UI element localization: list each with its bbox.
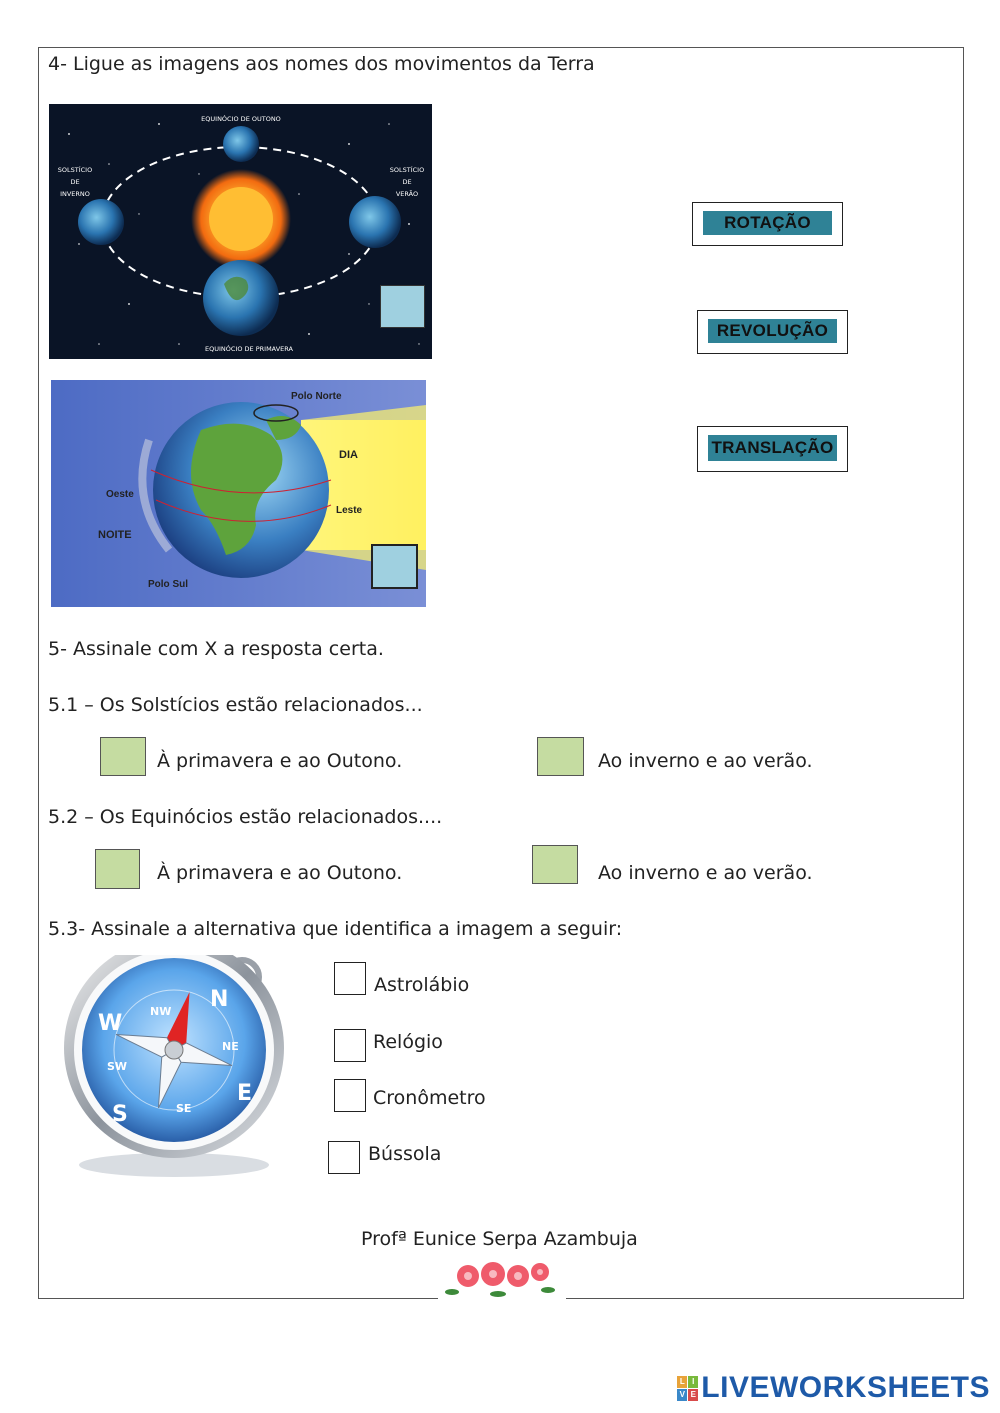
seasons-orbit-image [49,104,432,359]
solstice-winter-label-1: SOLSTÍCIO [57,166,93,174]
label-rotacao[interactable] [692,202,843,246]
q4-title: 4- Ligue as imagens aos nomes dos movimentos da Terra [48,53,595,75]
q53-checkbox-bussola[interactable] [328,1141,360,1174]
flower-decoration [438,1254,566,1302]
compass-s-label: S [112,1102,128,1127]
label-revolucao[interactable] [697,310,848,354]
compass-w-label: W [98,1011,123,1036]
q51-answer-box-b[interactable] [537,737,584,776]
q52-answer-box-b[interactable] [532,845,578,884]
label-revolucao-text: REVOLUÇÃO [708,319,837,343]
compass-sw-label: SW [107,1060,128,1073]
east-label: Leste [336,505,363,516]
day-label: DIA [339,449,358,461]
solstice-winter-label-2: DE [70,178,80,186]
q52-option-b: Ao inverno e ao verão. [598,862,813,884]
label-rotacao-text: ROTAÇÃO [703,211,832,235]
q51-text: 5.1 – Os Solstícios estão relacionados... [48,694,423,716]
q51-option-b: Ao inverno e ao verão. [598,750,813,772]
label-translacao-text: TRANSLAÇÃO [708,435,837,461]
q53-checkbox-relogio[interactable] [334,1029,366,1062]
earth-rotation-image [51,380,426,607]
solstice-summer-label-1: SOLSTÍCIO [389,166,425,174]
q53-checkbox-cronometro[interactable] [334,1079,366,1112]
solstice-summer-label-3: VERÃO [395,190,419,198]
q51-option-a: À primavera e ao Outono. [157,750,403,772]
equinox-autumn-label: EQUINÓCIO DE OUTONO [201,115,281,123]
logo-letter-i: I [688,1376,698,1388]
q52-answer-box-a[interactable] [95,849,140,889]
compass-ne-label: NE [222,1040,239,1053]
q53-option-bussola: Bússola [368,1143,442,1165]
logo-letter-v: V [677,1389,687,1401]
q52-option-a: À primavera e ao Outono. [157,862,403,884]
q53-text: 5.3- Assinale a alternativa que identifica a imagem a seguir: [48,918,623,940]
compass-nw-label: NW [150,1005,172,1018]
night-label: NOITE [98,529,132,541]
liveworksheets-brand [677,1371,990,1405]
logo-letter-l: L [677,1376,687,1388]
compass-e-label: E [237,1081,253,1106]
solstice-winter-label-3: INVERNO [60,190,90,198]
q53-option-cronometro: Cronômetro [373,1087,486,1109]
west-label: Oeste [106,489,134,500]
q51-answer-box-a[interactable] [100,737,146,776]
solstice-summer-label-2: DE [402,178,412,186]
q5-title: 5- Assinale com X a resposta certa. [48,638,384,660]
compass-n-label: N [210,987,229,1012]
logo-letter-e: E [688,1389,698,1401]
drop-target-orbit[interactable] [380,285,425,328]
label-translacao[interactable] [697,426,848,472]
drop-target-rotation[interactable] [371,544,418,589]
q53-option-astrolabio: Astrolábio [374,974,470,996]
equinox-spring-label: EQUINÓCIO DE PRIMAVERA [205,345,293,353]
compass-se-label: SE [176,1102,192,1115]
q53-option-relogio: Relógio [373,1031,443,1053]
liveworksheets-logo-icon [677,1376,698,1401]
north-pole-label: Polo Norte [291,391,342,402]
compass-image [42,955,304,1187]
q52-text: 5.2 – Os Equinócios estão relacionados.... [48,806,443,828]
author-credit: Profª Eunice Serpa Azambuja [361,1228,638,1250]
liveworksheets-brand-name: LIVEWORKSHEETS [701,1371,990,1404]
south-pole-label: Polo Sul [148,579,188,590]
q53-checkbox-astrolabio[interactable] [334,962,366,995]
